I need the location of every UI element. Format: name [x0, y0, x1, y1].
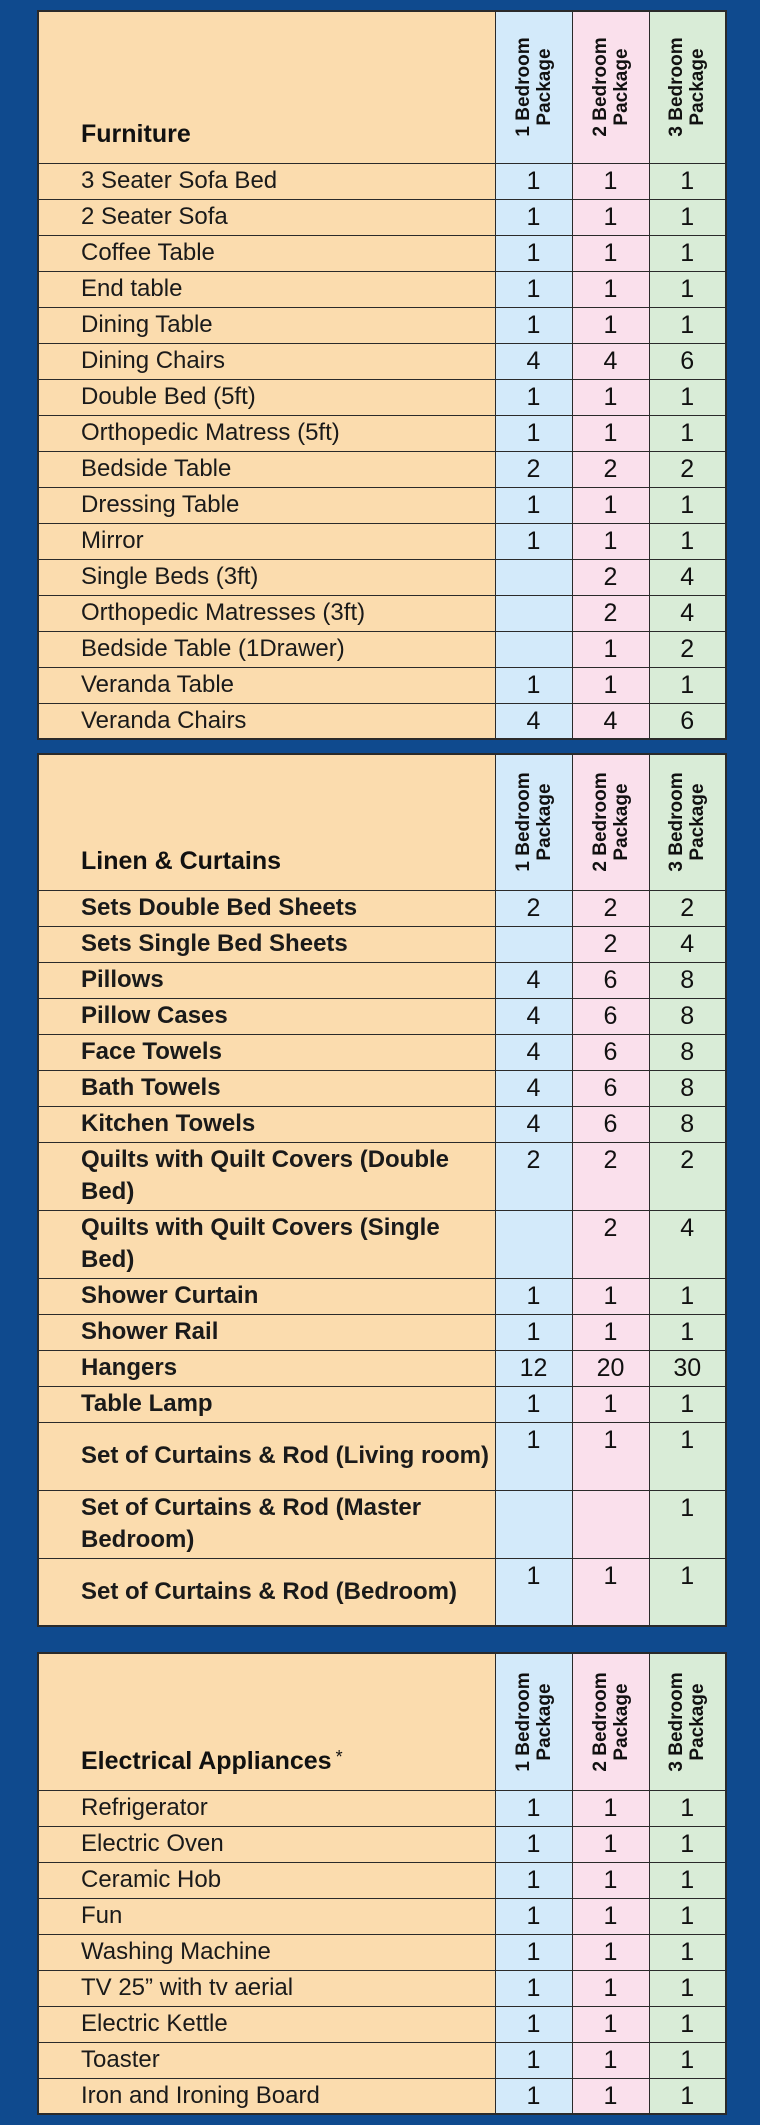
quantity-cell-3-bedroom: 1 — [649, 379, 726, 415]
quantity-cell-3-bedroom: 1 — [649, 1934, 726, 1970]
quantity-cell-1-bedroom: 1 — [495, 1862, 572, 1898]
footnote-mark: * — [335, 1746, 343, 1767]
table-row — [38, 1970, 726, 2006]
quantity-cell-2-bedroom: 1 — [572, 523, 649, 559]
quantity-cell-2-bedroom: 1 — [572, 487, 649, 523]
quantity-cell-1-bedroom: 1 — [495, 2006, 572, 2042]
column-header-1-bedroom — [495, 754, 572, 890]
quantity-cell-2-bedroom: 2 — [572, 1142, 649, 1210]
quantity-cell-1-bedroom: 1 — [495, 1826, 572, 1862]
item-name: Pillow Cases — [38, 998, 495, 1034]
item-name: Coffee Table — [38, 235, 495, 271]
table-row — [38, 271, 726, 307]
quantity-cell-3-bedroom: 8 — [649, 998, 726, 1034]
quantity-cell-2-bedroom: 1 — [572, 1898, 649, 1934]
quantity-cell-2-bedroom: 6 — [572, 1070, 649, 1106]
quantity-cell-1-bedroom: 1 — [495, 523, 572, 559]
quantity-cell-1-bedroom — [495, 631, 572, 667]
quantity-cell-1-bedroom — [495, 559, 572, 595]
quantity-cell-3-bedroom: 1 — [649, 199, 726, 235]
table-row — [38, 1934, 726, 1970]
table-row — [38, 2078, 726, 2114]
table-row — [38, 1558, 726, 1626]
quantity-cell-2-bedroom — [572, 1490, 649, 1558]
quantity-cell-3-bedroom: 2 — [649, 451, 726, 487]
quantity-cell-2-bedroom: 1 — [572, 667, 649, 703]
item-name: 2 Seater Sofa — [38, 199, 495, 235]
quantity-cell-2-bedroom: 1 — [572, 1790, 649, 1826]
column-header-3-bedroom — [649, 1653, 726, 1790]
quantity-cell-3-bedroom: 1 — [649, 523, 726, 559]
quantity-cell-2-bedroom: 4 — [572, 703, 649, 739]
quantity-cell-1-bedroom — [495, 1210, 572, 1278]
quantity-cell-2-bedroom: 1 — [572, 307, 649, 343]
item-name: Set of Curtains & Rod (Master Bedroom) — [38, 1490, 495, 1558]
quantity-cell-3-bedroom: 1 — [649, 667, 726, 703]
item-name: Refrigerator — [38, 1790, 495, 1826]
quantity-cell-1-bedroom: 1 — [495, 307, 572, 343]
item-name: Veranda Table — [38, 667, 495, 703]
quantity-cell-2-bedroom: 1 — [572, 1314, 649, 1350]
table-row — [38, 2006, 726, 2042]
quantity-cell-2-bedroom: 2 — [572, 1210, 649, 1278]
item-name: Table Lamp — [38, 1386, 495, 1422]
header-label: 3 Bedroom Package — [666, 37, 709, 137]
quantity-cell-1-bedroom: 1 — [495, 1790, 572, 1826]
table-row — [38, 1278, 726, 1314]
table-row — [38, 667, 726, 703]
quantity-cell-1-bedroom: 1 — [495, 2078, 572, 2114]
table-row — [38, 962, 726, 998]
quantity-cell-3-bedroom: 1 — [649, 1558, 726, 1626]
quantity-cell-2-bedroom: 1 — [572, 163, 649, 199]
column-header-2-bedroom — [572, 754, 649, 890]
quantity-cell-3-bedroom: 1 — [649, 2078, 726, 2114]
quantity-cell-2-bedroom: 1 — [572, 1386, 649, 1422]
quantity-cell-1-bedroom: 1 — [495, 2042, 572, 2078]
quantity-cell-2-bedroom: 1 — [572, 415, 649, 451]
item-name: 3 Seater Sofa Bed — [38, 163, 495, 199]
quantity-cell-2-bedroom: 2 — [572, 595, 649, 631]
quantity-cell-1-bedroom — [495, 926, 572, 962]
item-name: Ceramic Hob — [38, 1862, 495, 1898]
furniture-rows — [38, 163, 726, 739]
quantity-cell-2-bedroom: 1 — [572, 235, 649, 271]
quantity-cell-3-bedroom: 4 — [649, 1210, 726, 1278]
item-name: Dining Table — [38, 307, 495, 343]
quantity-cell-1-bedroom: 1 — [495, 199, 572, 235]
table-row — [38, 890, 726, 926]
quantity-cell-2-bedroom: 1 — [572, 379, 649, 415]
item-name: Set of Curtains & Rod (Bedroom) — [38, 1558, 495, 1626]
table-row — [38, 595, 726, 631]
quantity-cell-1-bedroom: 4 — [495, 1034, 572, 1070]
item-name: Dressing Table — [38, 487, 495, 523]
item-name: Shower Rail — [38, 1314, 495, 1350]
quantity-cell-1-bedroom — [495, 595, 572, 631]
item-name: Mirror — [38, 523, 495, 559]
quantity-cell-3-bedroom: 2 — [649, 1142, 726, 1210]
item-name: Dining Chairs — [38, 343, 495, 379]
table-row — [38, 235, 726, 271]
table-row — [38, 523, 726, 559]
quantity-cell-3-bedroom: 8 — [649, 962, 726, 998]
item-name: Kitchen Towels — [38, 1106, 495, 1142]
table-row — [38, 703, 726, 739]
table-row — [38, 487, 726, 523]
quantity-cell-2-bedroom: 1 — [572, 1862, 649, 1898]
quantity-cell-3-bedroom: 1 — [649, 415, 726, 451]
quantity-cell-2-bedroom: 6 — [572, 962, 649, 998]
quantity-cell-3-bedroom: 1 — [649, 271, 726, 307]
quantity-cell-2-bedroom: 1 — [572, 1970, 649, 2006]
table-row — [38, 926, 726, 962]
quantity-cell-3-bedroom: 1 — [649, 1826, 726, 1862]
quantity-cell-3-bedroom: 1 — [649, 1314, 726, 1350]
electrical-rows — [38, 1790, 726, 2114]
quantity-cell-1-bedroom: 2 — [495, 451, 572, 487]
quantity-cell-2-bedroom: 1 — [572, 199, 649, 235]
quantity-cell-2-bedroom: 1 — [572, 631, 649, 667]
item-name: Hangers — [38, 1350, 495, 1386]
item-name: Washing Machine — [38, 1934, 495, 1970]
quantity-cell-3-bedroom: 1 — [649, 487, 726, 523]
quantity-cell-3-bedroom: 1 — [649, 1862, 726, 1898]
column-header-3-bedroom — [649, 11, 726, 163]
item-name: Electric Kettle — [38, 2006, 495, 2042]
quantity-cell-3-bedroom: 1 — [649, 307, 726, 343]
item-name: Veranda Chairs — [38, 703, 495, 739]
quantity-cell-1-bedroom: 4 — [495, 998, 572, 1034]
quantity-cell-2-bedroom: 1 — [572, 271, 649, 307]
quantity-cell-2-bedroom: 2 — [572, 926, 649, 962]
quantity-cell-2-bedroom: 1 — [572, 2006, 649, 2042]
quantity-cell-3-bedroom: 1 — [649, 1490, 726, 1558]
table-row — [38, 631, 726, 667]
table-row — [38, 1106, 726, 1142]
quantity-cell-2-bedroom: 6 — [572, 1106, 649, 1142]
header-label: 1 Bedroom Package — [512, 1672, 555, 1772]
section-title — [38, 11, 495, 163]
header-label: 2 Bedroom Package — [589, 37, 632, 137]
item-name: Quilts with Quilt Covers (Double Bed) — [38, 1142, 495, 1210]
quantity-cell-2-bedroom: 1 — [572, 2078, 649, 2114]
table-row — [38, 1490, 726, 1558]
quantity-cell-1-bedroom: 1 — [495, 1898, 572, 1934]
linen-title: Linen & Curtains — [81, 846, 282, 875]
item-name: Bedside Table (1Drawer) — [38, 631, 495, 667]
quantity-cell-3-bedroom: 1 — [649, 1898, 726, 1934]
quantity-cell-1-bedroom: 2 — [495, 1142, 572, 1210]
item-name: Fun — [38, 1898, 495, 1934]
quantity-cell-1-bedroom: 1 — [495, 1934, 572, 1970]
quantity-cell-3-bedroom: 8 — [649, 1070, 726, 1106]
column-header-1-bedroom — [495, 1653, 572, 1790]
quantity-cell-2-bedroom: 1 — [572, 2042, 649, 2078]
quantity-cell-2-bedroom: 1 — [572, 1934, 649, 1970]
header-label: 3 Bedroom Package — [666, 1672, 709, 1772]
table-row — [38, 307, 726, 343]
quantity-cell-1-bedroom: 1 — [495, 1386, 572, 1422]
quantity-cell-3-bedroom: 1 — [649, 1422, 726, 1490]
item-name: Sets Single Bed Sheets — [38, 926, 495, 962]
table-row — [38, 1210, 726, 1278]
quantity-cell-1-bedroom: 4 — [495, 343, 572, 379]
section-title — [38, 754, 495, 890]
table-row — [38, 1070, 726, 1106]
item-name: End table — [38, 271, 495, 307]
quantity-cell-3-bedroom: 1 — [649, 1970, 726, 2006]
quantity-cell-2-bedroom: 2 — [572, 559, 649, 595]
quantity-cell-3-bedroom: 8 — [649, 1034, 726, 1070]
quantity-cell-2-bedroom: 4 — [572, 343, 649, 379]
quantity-cell-3-bedroom: 4 — [649, 926, 726, 962]
quantity-cell-3-bedroom: 1 — [649, 163, 726, 199]
furniture-table — [37, 10, 727, 740]
quantity-cell-1-bedroom: 1 — [495, 1314, 572, 1350]
table-row — [38, 998, 726, 1034]
quantity-cell-1-bedroom: 1 — [495, 415, 572, 451]
item-name: Pillows — [38, 962, 495, 998]
table-row — [38, 451, 726, 487]
quantity-cell-3-bedroom: 6 — [649, 343, 726, 379]
item-name: Quilts with Quilt Covers (Single Bed) — [38, 1210, 495, 1278]
quantity-cell-2-bedroom: 6 — [572, 998, 649, 1034]
table-row — [38, 415, 726, 451]
quantity-cell-1-bedroom: 4 — [495, 1106, 572, 1142]
quantity-cell-1-bedroom — [495, 1490, 572, 1558]
item-name: Shower Curtain — [38, 1278, 495, 1314]
quantity-cell-1-bedroom: 1 — [495, 1970, 572, 2006]
quantity-cell-1-bedroom: 4 — [495, 1070, 572, 1106]
quantity-cell-3-bedroom: 6 — [649, 703, 726, 739]
quantity-cell-2-bedroom: 1 — [572, 1558, 649, 1626]
quantity-cell-1-bedroom: 1 — [495, 1422, 572, 1490]
header-label: 2 Bedroom Package — [589, 1672, 632, 1772]
item-name: Orthopedic Matresses (3ft) — [38, 595, 495, 631]
table-row — [38, 163, 726, 199]
quantity-cell-3-bedroom: 1 — [649, 2042, 726, 2078]
quantity-cell-3-bedroom: 1 — [649, 235, 726, 271]
quantity-cell-1-bedroom: 1 — [495, 379, 572, 415]
item-name: Orthopedic Matress (5ft) — [38, 415, 495, 451]
quantity-cell-1-bedroom: 1 — [495, 667, 572, 703]
quantity-cell-1-bedroom: 4 — [495, 962, 572, 998]
table-row — [38, 1314, 726, 1350]
table-row — [38, 199, 726, 235]
table-row — [38, 1898, 726, 1934]
linen-curtains-table — [37, 753, 727, 1627]
column-header-2-bedroom — [572, 11, 649, 163]
quantity-cell-2-bedroom: 1 — [572, 1278, 649, 1314]
item-name: Sets Double Bed Sheets — [38, 890, 495, 926]
quantity-cell-2-bedroom: 2 — [572, 451, 649, 487]
item-name: TV 25” with tv aerial — [38, 1970, 495, 2006]
column-header-3-bedroom — [649, 754, 726, 890]
table-row — [38, 1790, 726, 1826]
electrical-appliances-table — [37, 1652, 727, 2115]
quantity-cell-2-bedroom: 2 — [572, 890, 649, 926]
quantity-cell-1-bedroom: 1 — [495, 235, 572, 271]
quantity-cell-1-bedroom: 2 — [495, 890, 572, 926]
linen-rows — [38, 890, 726, 1626]
table-row — [38, 1862, 726, 1898]
quantity-cell-3-bedroom: 1 — [649, 1790, 726, 1826]
quantity-cell-3-bedroom: 8 — [649, 1106, 726, 1142]
quantity-cell-3-bedroom: 4 — [649, 595, 726, 631]
item-name: Single Beds (3ft) — [38, 559, 495, 595]
quantity-cell-3-bedroom: 1 — [649, 1278, 726, 1314]
header-label: 1 Bedroom Package — [512, 772, 555, 872]
quantity-cell-3-bedroom: 2 — [649, 631, 726, 667]
table-row — [38, 1386, 726, 1422]
quantity-cell-1-bedroom: 1 — [495, 1278, 572, 1314]
quantity-cell-3-bedroom: 1 — [649, 1386, 726, 1422]
header-label: 2 Bedroom Package — [589, 772, 632, 872]
column-header-1-bedroom — [495, 11, 572, 163]
quantity-cell-3-bedroom: 1 — [649, 2006, 726, 2042]
electrical-title: Electrical Appliances — [81, 1746, 332, 1775]
quantity-cell-3-bedroom: 30 — [649, 1350, 726, 1386]
item-name: Bedside Table — [38, 451, 495, 487]
item-name: Bath Towels — [38, 1070, 495, 1106]
header-label: 1 Bedroom Package — [512, 37, 555, 137]
quantity-cell-2-bedroom: 6 — [572, 1034, 649, 1070]
quantity-cell-1-bedroom: 12 — [495, 1350, 572, 1386]
quantity-cell-2-bedroom: 1 — [572, 1422, 649, 1490]
header-label: 3 Bedroom Package — [666, 772, 709, 872]
quantity-cell-1-bedroom: 1 — [495, 163, 572, 199]
quantity-cell-3-bedroom: 2 — [649, 890, 726, 926]
quantity-cell-2-bedroom: 1 — [572, 1826, 649, 1862]
furniture-title: Furniture — [81, 119, 191, 148]
quantity-cell-1-bedroom: 4 — [495, 703, 572, 739]
item-name: Iron and Ironing Board — [38, 2078, 495, 2114]
table-row — [38, 1034, 726, 1070]
column-header-2-bedroom — [572, 1653, 649, 1790]
table-row — [38, 1826, 726, 1862]
table-row — [38, 379, 726, 415]
table-row — [38, 559, 726, 595]
quantity-cell-3-bedroom: 4 — [649, 559, 726, 595]
table-row — [38, 1422, 726, 1490]
table-row — [38, 343, 726, 379]
item-name: Double Bed (5ft) — [38, 379, 495, 415]
table-row — [38, 1142, 726, 1210]
item-name: Set of Curtains & Rod (Living room) — [38, 1422, 495, 1490]
item-name: Electric Oven — [38, 1826, 495, 1862]
quantity-cell-1-bedroom: 1 — [495, 1558, 572, 1626]
quantity-cell-1-bedroom: 1 — [495, 487, 572, 523]
item-name: Face Towels — [38, 1034, 495, 1070]
section-title — [38, 1653, 495, 1790]
quantity-cell-1-bedroom: 1 — [495, 271, 572, 307]
item-name: Toaster — [38, 2042, 495, 2078]
quantity-cell-2-bedroom: 20 — [572, 1350, 649, 1386]
table-row — [38, 2042, 726, 2078]
table-row — [38, 1350, 726, 1386]
